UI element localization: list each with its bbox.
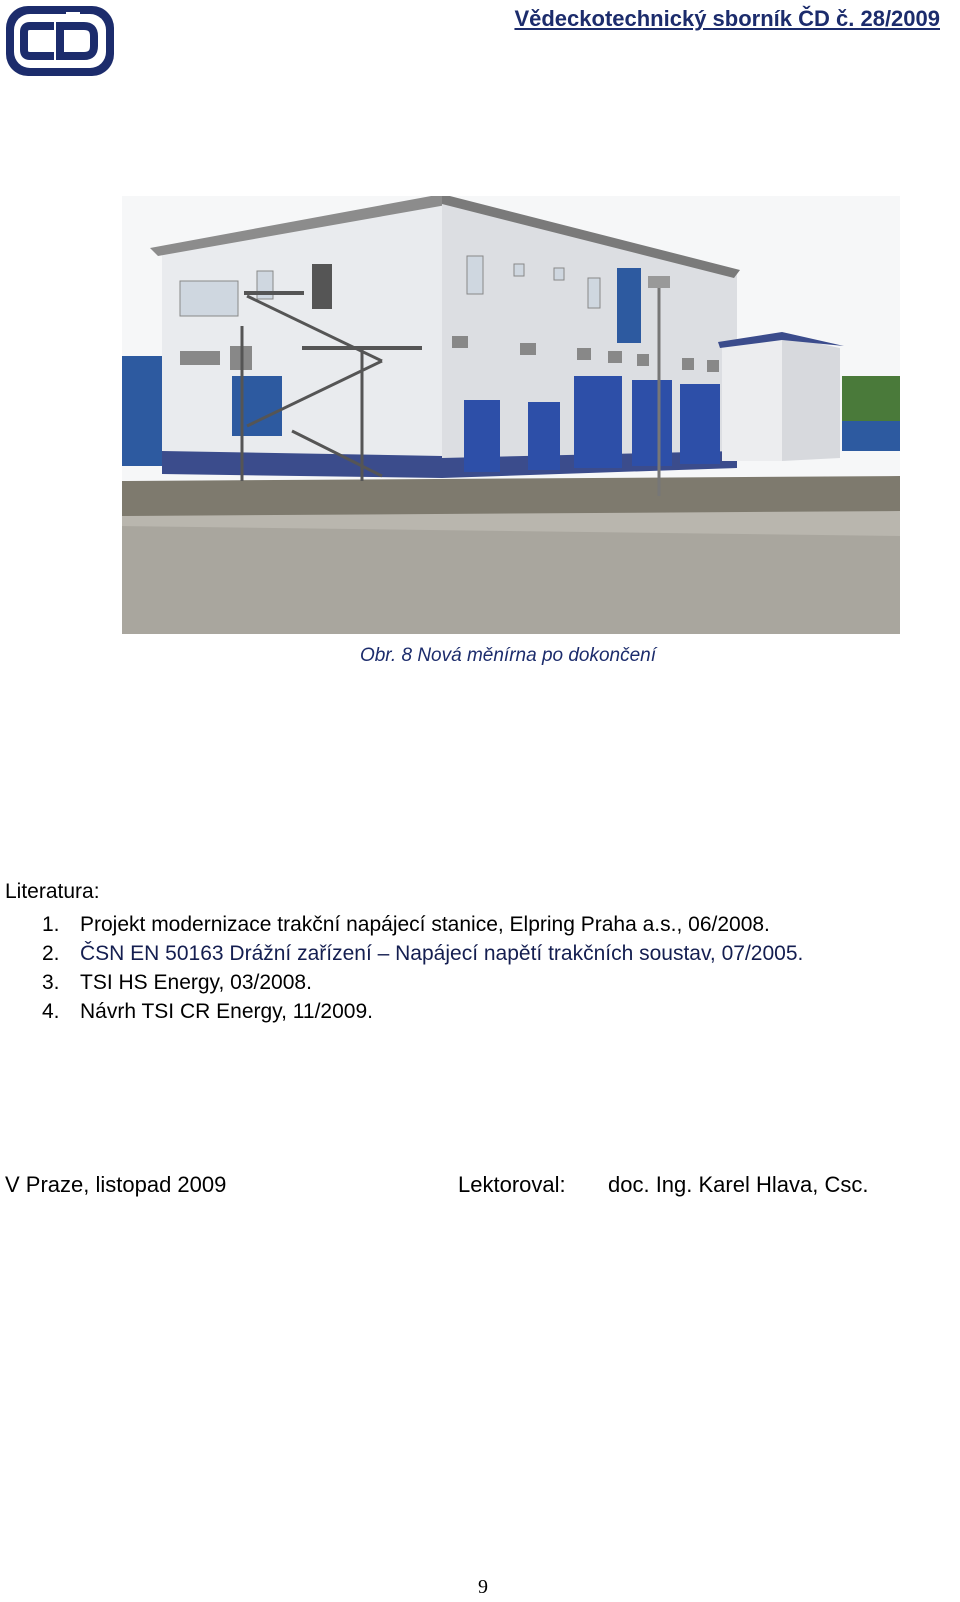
substation-building-photo [122,196,900,634]
reference-number: 1. [42,913,60,936]
reference-text: Projekt modernizace trakční napájecí stanice, Elpring Praha a.s., 06/2008. [80,913,770,936]
figure-caption: Obr. 8 Nová měnírna po dokončení [359,645,657,666]
page-number: 9 [478,1576,488,1598]
reference-text: TSI HS Energy, 03/2008. [80,971,312,994]
reviewer-label: Lektoroval: [458,1172,566,1197]
place-date: V Praze, listopad 2009 [5,1172,227,1197]
cd-logo-icon [4,4,116,78]
reviewer-name: doc. Ing. Karel Hlava, Csc. [608,1172,869,1197]
reference-number: 4. [42,1000,60,1023]
references-heading: Literatura: [5,880,100,903]
journal-title: Vědeckotechnický sborník ČD č. 28/2009 [514,6,940,31]
reference-text: Návrh TSI CR Energy, 11/2009. [80,1000,373,1023]
reference-number: 3. [42,971,60,994]
reference-text: ČSN EN 50163 Drážní zařízení – Napájecí napětí trakčních soustav, 07/2005. [80,942,804,965]
reference-number: 2. [42,942,60,965]
